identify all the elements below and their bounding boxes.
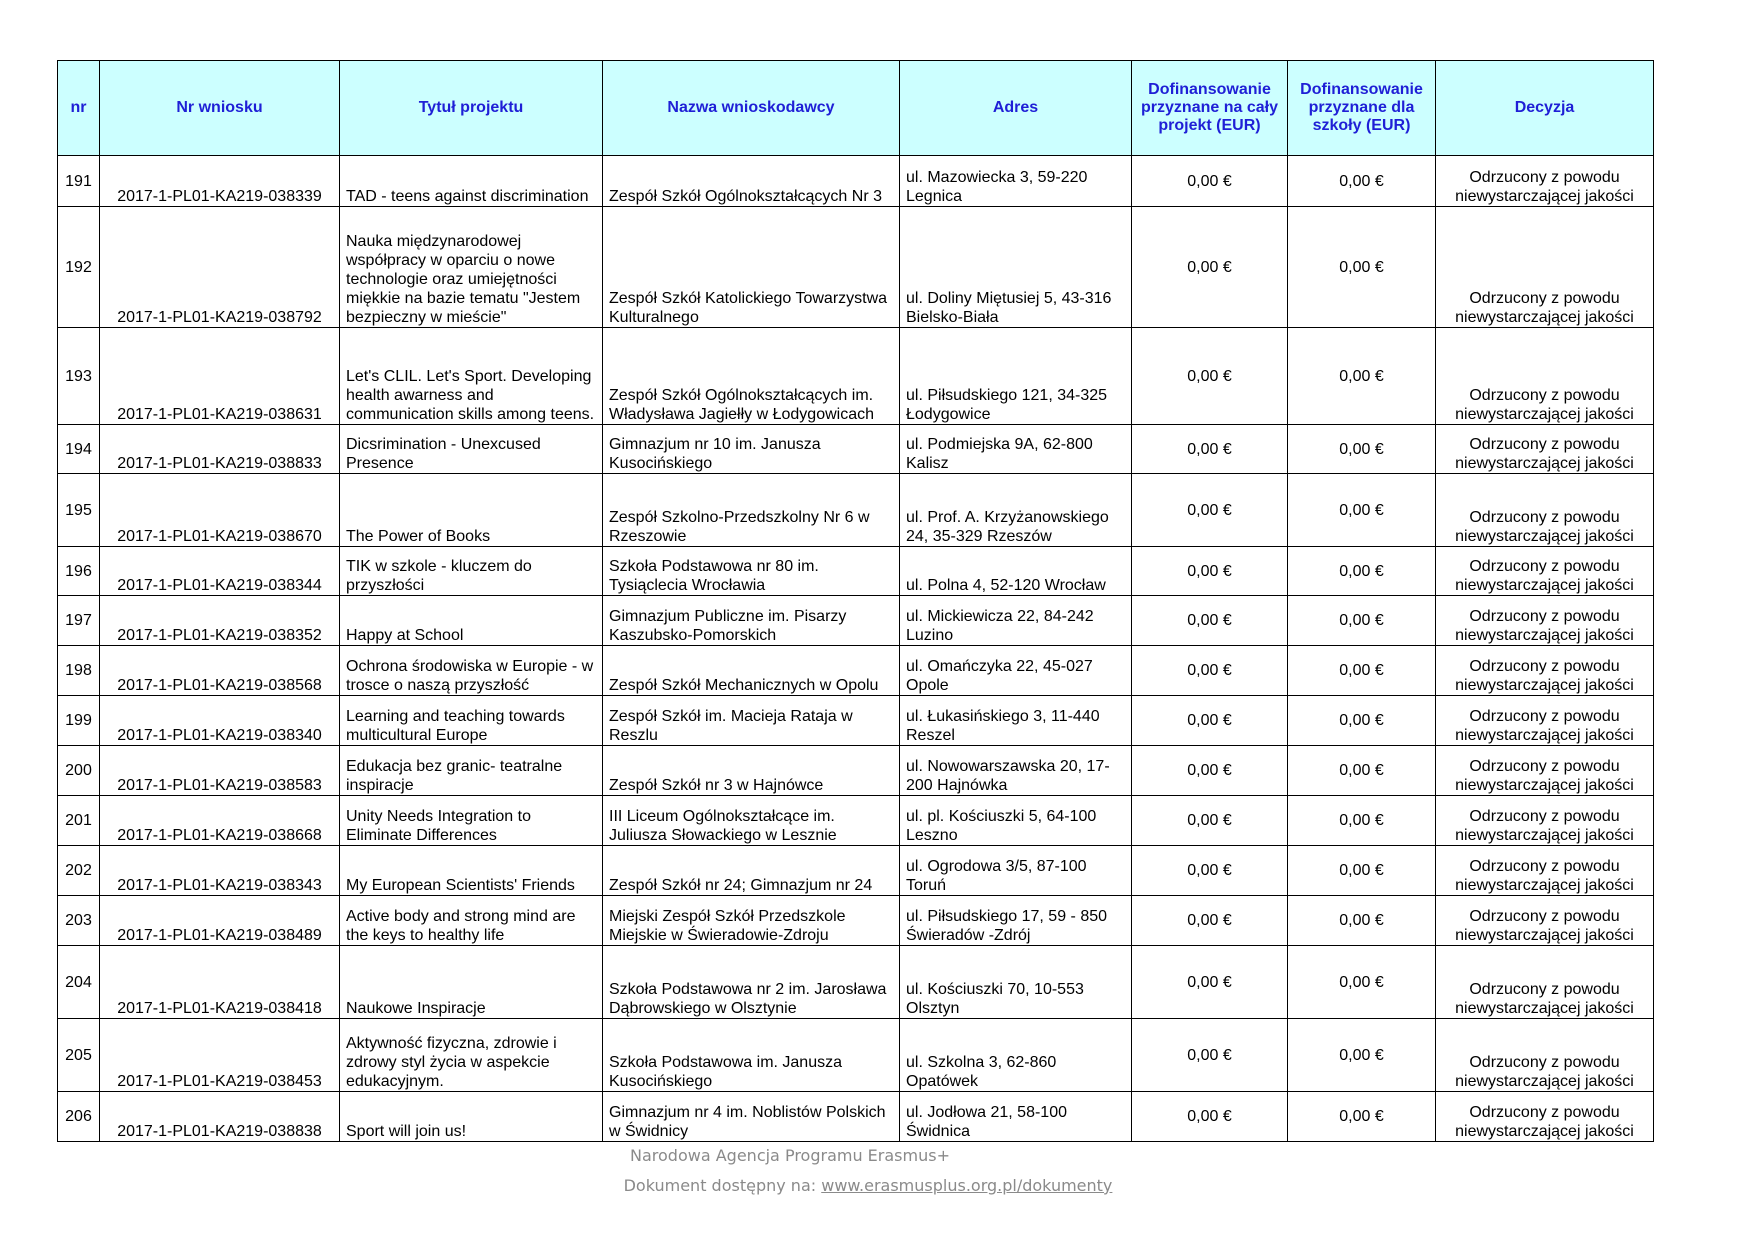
cell-project-funding — [1132, 1019, 1288, 1092]
cell-address: ul. Ogrodowa 3/5, 87-100 Toruń — [900, 846, 1132, 896]
header-applicant-name: Nazwa wnioskodawcy — [603, 61, 900, 156]
footer-agency: Narodowa Agencja Programu Erasmus+ — [630, 1146, 950, 1165]
cell-school-funding — [1288, 328, 1436, 425]
cell-row-number: 205 — [58, 1019, 100, 1092]
table-row — [58, 846, 1654, 896]
cell-row-number: 206 — [58, 1092, 100, 1142]
cell-application-number: 2017-1-PL01-KA219-038418 — [100, 946, 340, 1019]
cell-project-funding — [1132, 746, 1288, 796]
cell-application-number: 2017-1-PL01-KA219-038838 — [100, 1092, 340, 1142]
cell-project-title: Happy at School — [340, 596, 603, 646]
table-row — [58, 474, 1654, 547]
cell-project-title: Learning and teaching towards multicultural Europe — [340, 696, 603, 746]
cell-address: ul. Polna 4, 52-120 Wrocław — [900, 547, 1132, 596]
cell-project-funding — [1132, 696, 1288, 746]
table-row — [58, 796, 1654, 846]
cell-address: ul. Piłsudskiego 121, 34-325 Łodygowice — [900, 328, 1132, 425]
cell-project-funding — [1132, 425, 1288, 474]
cell-address: ul. Kościuszki 70, 10-553 Olsztyn — [900, 946, 1132, 1019]
cell-application-number: 2017-1-PL01-KA219-038568 — [100, 646, 340, 696]
table-row — [58, 425, 1654, 474]
cell-applicant-name: Gimnazjum nr 4 im. Noblistów Polskich w Świdnicy — [603, 1092, 900, 1142]
cell-row-number: 200 — [58, 746, 100, 796]
cell-application-number: 2017-1-PL01-KA219-038339 — [100, 156, 340, 207]
amount-value: 0,00 € — [1339, 862, 1384, 879]
cell-school-funding — [1288, 896, 1436, 946]
table-row — [58, 156, 1654, 207]
cell-school-funding — [1288, 425, 1436, 474]
footer-documents-link[interactable]: www.erasmusplus.org.pl/dokumenty — [821, 1176, 1113, 1195]
cell-application-number: 2017-1-PL01-KA219-038340 — [100, 696, 340, 746]
cell-decision: Odrzucony z powodu niewystarczającej jakości — [1436, 474, 1654, 547]
table-row — [58, 596, 1654, 646]
amount-value: 0,00 € — [1187, 440, 1232, 458]
cell-row-number: 199 — [58, 696, 100, 746]
cell-project-title: Naukowe Inspiracje — [340, 946, 603, 1019]
cell-decision: Odrzucony z powodu niewystarczającej jakości — [1436, 425, 1654, 474]
cell-address: ul. pl. Kościuszki 5, 64-100 Leszno — [900, 796, 1132, 846]
cell-project-title: Sport will join us! — [340, 1092, 603, 1142]
cell-applicant-name: Zespół Szkół Ogólnokształcących im. Władysława Jagiełły w Łodygowicach — [603, 328, 900, 425]
header-school-funding: Dofinansowanie przyznane dla szkoły (EUR) — [1288, 61, 1436, 156]
cell-project-funding — [1132, 156, 1288, 207]
amount-value: 0,00 € — [1339, 501, 1384, 519]
cell-row-number: 204 — [58, 946, 100, 1019]
cell-school-funding — [1288, 474, 1436, 547]
cell-decision: Odrzucony z powodu niewystarczającej jakości — [1436, 207, 1654, 328]
cell-project-funding — [1132, 596, 1288, 646]
results-table — [57, 60, 1654, 1142]
cell-application-number: 2017-1-PL01-KA219-038792 — [100, 207, 340, 328]
cell-address: ul. Jodłowa 21, 58-100 Świdnica — [900, 1092, 1132, 1142]
cell-row-number: 192 — [58, 207, 100, 328]
amount-value: 0,00 € — [1339, 712, 1384, 729]
table-row — [58, 946, 1654, 1019]
cell-address: ul. Łukasińskiego 3, 11-440 Reszel — [900, 696, 1132, 746]
header-nr: nr — [58, 61, 100, 156]
header-address: Adres — [900, 61, 1132, 156]
cell-project-title: The Power of Books — [340, 474, 603, 547]
cell-school-funding — [1288, 1092, 1436, 1142]
cell-school-funding — [1288, 746, 1436, 796]
amount-value: 0,00 € — [1187, 562, 1232, 580]
cell-project-funding — [1132, 547, 1288, 596]
cell-project-title: My European Scientists' Friends — [340, 846, 603, 896]
cell-project-funding — [1132, 1092, 1288, 1142]
cell-decision: Odrzucony z powodu niewystarczającej jakości — [1436, 596, 1654, 646]
amount-value: 0,00 € — [1339, 1108, 1384, 1125]
cell-decision: Odrzucony z powodu niewystarczającej jakości — [1436, 746, 1654, 796]
cell-address: ul. Prof. A. Krzyżanowskiego 24, 35-329 Rzeszów — [900, 474, 1132, 547]
cell-application-number: 2017-1-PL01-KA219-038583 — [100, 746, 340, 796]
amount-value: 0,00 € — [1339, 562, 1384, 580]
amount-value: 0,00 € — [1187, 712, 1232, 729]
footer-availability — [0, 1176, 1745, 1195]
cell-row-number: 198 — [58, 646, 100, 696]
cell-school-funding — [1288, 946, 1436, 1019]
cell-application-number: 2017-1-PL01-KA219-038344 — [100, 547, 340, 596]
amount-value: 0,00 € — [1187, 973, 1232, 991]
cell-application-number: 2017-1-PL01-KA219-038833 — [100, 425, 340, 474]
amount-value: 0,00 € — [1187, 612, 1232, 629]
table-row — [58, 646, 1654, 696]
cell-decision: Odrzucony z powodu niewystarczającej jakości — [1436, 547, 1654, 596]
cell-project-title: Aktywność fizyczna, zdrowie i zdrowy styl życia w aspekcie edukacyjnym. — [340, 1019, 603, 1092]
cell-row-number: 196 — [58, 547, 100, 596]
cell-address: ul. Nowowarszawska 20, 17-200 Hajnówka — [900, 746, 1132, 796]
cell-row-number: 201 — [58, 796, 100, 846]
cell-project-title: Nauka międzynarodowej współpracy w oparciu o nowe technologie oraz umiejętności miękkie na bazie tematu "Jestem bezpieczny w mieście" — [340, 207, 603, 328]
amount-value: 0,00 € — [1187, 662, 1232, 679]
cell-school-funding — [1288, 696, 1436, 746]
cell-row-number: 194 — [58, 425, 100, 474]
cell-row-number: 203 — [58, 896, 100, 946]
cell-school-funding — [1288, 207, 1436, 328]
cell-decision: Odrzucony z powodu niewystarczającej jakości — [1436, 696, 1654, 746]
table-row — [58, 207, 1654, 328]
amount-value: 0,00 € — [1339, 1046, 1384, 1064]
amount-value: 0,00 € — [1187, 862, 1232, 879]
cell-address: ul. Piłsudskiego 17, 59 - 850 Świeradów -Zdrój — [900, 896, 1132, 946]
cell-address: ul. Szkolna 3, 62-860 Opatówek — [900, 1019, 1132, 1092]
cell-applicant-name: Gimnazjum nr 10 im. Janusza Kusocińskiego — [603, 425, 900, 474]
cell-decision: Odrzucony z powodu niewystarczającej jakości — [1436, 156, 1654, 207]
cell-decision: Odrzucony z powodu niewystarczającej jakości — [1436, 328, 1654, 425]
cell-row-number: 191 — [58, 156, 100, 207]
cell-applicant-name: Szkoła Podstawowa im. Janusza Kusocińskiego — [603, 1019, 900, 1092]
cell-application-number: 2017-1-PL01-KA219-038631 — [100, 328, 340, 425]
amount-value: 0,00 € — [1339, 367, 1384, 385]
cell-project-title: Active body and strong mind are the keys to healthy life — [340, 896, 603, 946]
table-body — [58, 156, 1654, 1142]
cell-decision: Odrzucony z powodu niewystarczającej jakości — [1436, 846, 1654, 896]
amount-value: 0,00 € — [1339, 440, 1384, 458]
cell-applicant-name: Zespół Szkół Mechanicznych w Opolu — [603, 646, 900, 696]
cell-applicant-name: Miejski Zespół Szkół Przedszkole Miejskie w Świeradowie-Zdroju — [603, 896, 900, 946]
amount-value: 0,00 € — [1187, 258, 1232, 276]
table-row — [58, 328, 1654, 425]
cell-school-funding — [1288, 846, 1436, 896]
cell-applicant-name: Szkoła Podstawowa nr 80 im. Tysiąclecia Wrocławia — [603, 547, 900, 596]
cell-decision: Odrzucony z powodu niewystarczającej jakości — [1436, 1092, 1654, 1142]
amount-value: 0,00 € — [1339, 762, 1384, 779]
cell-applicant-name: Zespół Szkół Katolickiego Towarzystwa Kulturalnego — [603, 207, 900, 328]
cell-project-funding — [1132, 328, 1288, 425]
cell-project-funding — [1132, 646, 1288, 696]
table-row — [58, 896, 1654, 946]
amount-value: 0,00 € — [1339, 258, 1384, 276]
cell-applicant-name: III Liceum Ogólnokształcące im. Juliusza Słowackiego w Lesznie — [603, 796, 900, 846]
cell-decision: Odrzucony z powodu niewystarczającej jakości — [1436, 896, 1654, 946]
table-row — [58, 746, 1654, 796]
cell-address: ul. Mickiewicza 22, 84-242 Luzino — [900, 596, 1132, 646]
cell-school-funding — [1288, 156, 1436, 207]
table-row — [58, 1019, 1654, 1092]
cell-school-funding — [1288, 796, 1436, 846]
cell-address: ul. Doliny Miętusiej 5, 43-316 Bielsko-Biała — [900, 207, 1132, 328]
header-project-funding: Dofinansowanie przyznane na cały projekt (EUR) — [1132, 61, 1288, 156]
amount-value: 0,00 € — [1339, 662, 1384, 679]
cell-project-title: Unity Needs Integration to Eliminate Differences — [340, 796, 603, 846]
cell-decision: Odrzucony z powodu niewystarczającej jakości — [1436, 796, 1654, 846]
cell-decision: Odrzucony z powodu niewystarczającej jakości — [1436, 646, 1654, 696]
amount-value: 0,00 € — [1339, 612, 1384, 629]
cell-project-title: Dicsrimination - Unexcused Presence — [340, 425, 603, 474]
amount-value: 0,00 € — [1339, 812, 1384, 829]
amount-value: 0,00 € — [1187, 367, 1232, 385]
amount-value: 0,00 € — [1339, 172, 1384, 190]
cell-application-number: 2017-1-PL01-KA219-038352 — [100, 596, 340, 646]
amount-value: 0,00 € — [1187, 1108, 1232, 1125]
header-row — [58, 61, 1654, 156]
header-project-title: Tytuł projektu — [340, 61, 603, 156]
cell-application-number: 2017-1-PL01-KA219-038670 — [100, 474, 340, 547]
amount-value: 0,00 € — [1339, 973, 1384, 991]
table-row — [58, 1092, 1654, 1142]
cell-school-funding — [1288, 547, 1436, 596]
amount-value: 0,00 € — [1339, 912, 1384, 929]
cell-address: ul. Podmiejska 9A, 62-800 Kalisz — [900, 425, 1132, 474]
amount-value: 0,00 € — [1187, 762, 1232, 779]
cell-applicant-name: Zespół Szkół nr 3 w Hajnówce — [603, 746, 900, 796]
header-decision: Decyzja — [1436, 61, 1654, 156]
amount-value: 0,00 € — [1187, 1046, 1232, 1064]
cell-applicant-name: Gimnazjum Publiczne im. Pisarzy Kaszubsko-Pomorskich — [603, 596, 900, 646]
cell-row-number: 202 — [58, 846, 100, 896]
cell-application-number: 2017-1-PL01-KA219-038453 — [100, 1019, 340, 1092]
cell-row-number: 195 — [58, 474, 100, 547]
cell-application-number: 2017-1-PL01-KA219-038343 — [100, 846, 340, 896]
cell-school-funding — [1288, 1019, 1436, 1092]
cell-application-number: 2017-1-PL01-KA219-038489 — [100, 896, 340, 946]
cell-applicant-name: Szkoła Podstawowa nr 2 im. Jarosława Dąbrowskiego w Olsztynie — [603, 946, 900, 1019]
cell-project-title: Edukacja bez granic- teatralne inspiracje — [340, 746, 603, 796]
cell-project-funding — [1132, 896, 1288, 946]
amount-value: 0,00 € — [1187, 912, 1232, 929]
cell-project-funding — [1132, 946, 1288, 1019]
cell-school-funding — [1288, 646, 1436, 696]
cell-project-title: Ochrona środowiska w Europie - w trosce o naszą przyszłość — [340, 646, 603, 696]
cell-application-number: 2017-1-PL01-KA219-038668 — [100, 796, 340, 846]
footer-available-prefix: Dokument dostępny na: — [623, 1176, 817, 1195]
cell-row-number: 193 — [58, 328, 100, 425]
cell-project-funding — [1132, 474, 1288, 547]
cell-applicant-name: Zespół Szkół im. Macieja Rataja w Reszlu — [603, 696, 900, 746]
cell-project-funding — [1132, 207, 1288, 328]
cell-applicant-name: Zespół Szkół Ogólnokształcących Nr 3 — [603, 156, 900, 207]
cell-project-funding — [1132, 846, 1288, 896]
table-row — [58, 547, 1654, 596]
cell-project-title: TAD - teens against discrimination — [340, 156, 603, 207]
cell-decision: Odrzucony z powodu niewystarczającej jakości — [1436, 1019, 1654, 1092]
cell-address: ul. Omańczyka 22, 45-027 Opole — [900, 646, 1132, 696]
cell-address: ul. Mazowiecka 3, 59-220 Legnica — [900, 156, 1132, 207]
cell-decision: Odrzucony z powodu niewystarczającej jakości — [1436, 946, 1654, 1019]
header-application-number: Nr wniosku — [100, 61, 340, 156]
cell-project-title: Let's CLIL. Let's Sport. Developing health awarness and communication skills among teens. — [340, 328, 603, 425]
cell-applicant-name: Zespół Szkolno-Przedszkolny Nr 6 w Rzeszowie — [603, 474, 900, 547]
cell-project-funding — [1132, 796, 1288, 846]
cell-school-funding — [1288, 596, 1436, 646]
amount-value: 0,00 € — [1187, 812, 1232, 829]
cell-applicant-name: Zespół Szkół nr 24; Gimnazjum nr 24 — [603, 846, 900, 896]
cell-row-number: 197 — [58, 596, 100, 646]
cell-project-title: TIK w szkole - kluczem do przyszłości — [340, 547, 603, 596]
amount-value: 0,00 € — [1187, 501, 1232, 519]
amount-value: 0,00 € — [1187, 172, 1232, 190]
table-row — [58, 696, 1654, 746]
